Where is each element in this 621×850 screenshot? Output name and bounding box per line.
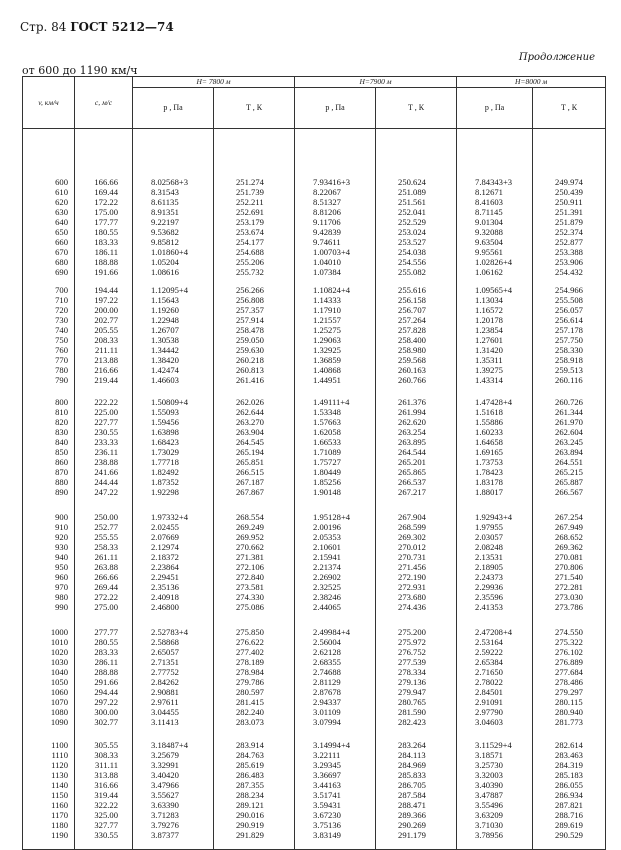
continuation-label: Продолжение xyxy=(518,52,595,63)
header-pressure: p , Па xyxy=(295,88,376,129)
atmosphere-table xyxy=(22,76,606,850)
standard-code: ГОСТ 5212—74 xyxy=(70,20,174,34)
pressure-values-7800: 1.12095+4 1.15643 1.19260 1.22948 1.26707 1.30538 1.34442 1.38420 1.42474 1.46603 xyxy=(133,281,214,393)
temperature-values-7900: 250.624 251.089 251.561 252.041 252.529 253.024 253.527 254.038 254.556 255.082 xyxy=(376,129,457,281)
temperature-values-8000: 249.974 250.439 250.911 251.391 251.879 252.374 252.877 253.388 253.906 254.432 xyxy=(533,129,606,281)
pressure-values-8000: 1.09565+4 1.13034 1.16572 1.20178 1.23854 1.27601 1.31420 1.35311 1.39275 1.43314 xyxy=(457,281,533,393)
temperature-values-7800: 268.554 269.249 269.952 270.662 271.381 272.106 272.840 273.581 274.330 275.086 xyxy=(214,508,295,623)
pressure-values-8000: 3.11529+4 3.18571 3.25730 3.32003 3.40390 3.47887 3.55496 3.63209 3.71030 3.78956 xyxy=(457,736,533,850)
pressure-values-7800: 1.50809+4 1.55093 1.59456 1.63898 1.68423 1.73029 1.77718 1.82492 1.87352 1.92298 xyxy=(133,393,214,508)
table-row-group xyxy=(23,623,606,736)
pressure-values-7900: 3.14994+4 3.22111 3.29345 3.36697 3.44163 3.51741 3.59431 3.67230 3.75136 3.83149 xyxy=(295,736,376,850)
header-pressure: p , Па xyxy=(133,88,214,129)
pressure-values-8000: 7.84343+3 8.12671 8.41603 8.71145 9.01304 9.32088 9.63504 9.95561 1.02826+4 1.06162 xyxy=(457,129,533,281)
sound-speed-values: 166.66 169.44 172.22 175.00 177.77 180.55 183.33 186.11 188.88 191.66 xyxy=(75,129,133,281)
pressure-values-7800: 3.18487+4 3.25679 3.32991 3.40420 3.47966 3.55627 3.63390 3.71283 3.79276 3.87377 xyxy=(133,736,214,850)
speed-values: 600 610 620 630 640 650 660 670 680 690 xyxy=(23,129,75,281)
pressure-values-7800: 2.52783+4 2.58868 2.65057 2.71351 2.77752 2.84262 2.90881 2.97611 3.04455 3.11413 xyxy=(133,623,214,736)
table-row-group xyxy=(23,129,606,281)
page-number: Стр. 84 xyxy=(20,20,67,34)
temperature-values-7800: 283.914 284.763 285.619 286.483 287.355 288.234 289.121 290.016 290.919 291.829 xyxy=(214,736,295,850)
table-row-group xyxy=(23,736,606,850)
table-row-group xyxy=(23,281,606,393)
temperature-values-7800: 275.850 276.622 277.402 278.189 278.984 279.786 280.597 281.415 282.240 283.073 xyxy=(214,623,295,736)
speed-values: 700 710 720 730 740 750 760 770 780 790 xyxy=(23,281,75,393)
page-header xyxy=(20,20,174,34)
temperature-values-7800: 251.274 251.739 252.211 252.691 253.179 253.674 254.177 254.688 255.206 255.732 xyxy=(214,129,295,281)
temperature-values-7900: 261.376 261.994 262.620 263.254 263.895 264.544 265.201 265.865 266.537 267.217 xyxy=(376,393,457,508)
header-speed: v, км/ч xyxy=(23,77,75,129)
sound-speed-values: 194.44 197.22 200.00 202.77 205.55 208.33 211.11 213.88 216.66 219.44 xyxy=(75,281,133,393)
pressure-values-8000: 2.47208+4 2.53164 2.59222 2.65384 2.71650 2.78022 2.84501 2.91091 2.97790 3.04603 xyxy=(457,623,533,736)
sound-speed-values: 222.22 225.00 227.77 230.55 233.33 236.11 238.88 241.66 244.44 247.22 xyxy=(75,393,133,508)
speed-range-label: от 600 до 1190 км/ч xyxy=(22,64,138,77)
header-temperature: T , К xyxy=(533,88,606,129)
header-temperature: T , К xyxy=(214,88,295,129)
temperature-values-7900: 267.904 268.599 269.302 270.012 270.731 271.456 272.190 272.931 273.680 274.436 xyxy=(376,508,457,623)
temperature-values-8000: 274.550 275.322 276.102 276.889 277.684 278.486 279.297 280.115 280.940 281.773 xyxy=(533,623,606,736)
speed-values: 800 810 820 830 840 850 860 870 880 890 xyxy=(23,393,75,508)
pressure-values-7900: 7.93416+3 8.22067 8.51327 8.81206 9.11706 9.42839 9.74611 1.00703+4 1.04010 1.07384 xyxy=(295,129,376,281)
table-row-group xyxy=(23,393,606,508)
speed-values: 1000 1010 1020 1030 1040 1050 1060 1070 1080 1090 xyxy=(23,623,75,736)
header-altitude-7800: H= 7800 м xyxy=(133,77,295,88)
pressure-values-7900: 2.49984+4 2.56004 2.62128 2.68355 2.74688 2.81129 2.87678 2.94337 3.01109 3.07994 xyxy=(295,623,376,736)
pressure-values-8000: 1.47428+4 1.51618 1.55886 1.60233 1.64658 1.69165 1.73753 1.78423 1.83178 1.88017 xyxy=(457,393,533,508)
pressure-values-7900: 1.95128+4 2.00196 2.05353 2.10601 2.15941 2.21374 2.26902 2.32525 2.38246 2.44065 xyxy=(295,508,376,623)
temperature-values-8000: 282.614 283.463 284.319 285.183 286.055 286.934 287.821 288.716 289.619 290.529 xyxy=(533,736,606,850)
pressure-values-7800: 8.02568+3 8.31543 8.61135 8.91351 9.22197 9.53682 9.85812 1.01860+4 1.05204 1.08616 xyxy=(133,129,214,281)
pressure-values-7900: 1.10824+4 1.14333 1.17910 1.21557 1.25275 1.29063 1.32925 1.36859 1.40868 1.44951 xyxy=(295,281,376,393)
pressure-values-7800: 1.97332+4 2.02455 2.07669 2.12974 2.18372 2.23864 2.29451 2.35136 2.40918 2.46800 xyxy=(133,508,214,623)
sound-speed-values: 250.00 252.77 255.55 258.33 261.11 263.88 266.66 269.44 272.22 275.00 xyxy=(75,508,133,623)
temperature-values-8000: 254.966 255.508 256.057 256.614 257.178 257.750 258.330 258.918 259.513 260.116 xyxy=(533,281,606,393)
temperature-values-8000: 260.726 261.344 261.970 262.604 263.245 263.894 264.551 265.215 265.887 266.567 xyxy=(533,393,606,508)
header-altitude-8000: H=8000 м xyxy=(457,77,606,88)
temperature-values-7800: 256.266 256.808 257.357 257.914 258.478 259.050 259.630 260.218 260.813 261.416 xyxy=(214,281,295,393)
sound-speed-values: 305.55 308.33 311.11 313.88 316.66 319.44 322.22 325.00 327.77 330.55 xyxy=(75,736,133,850)
speed-values: 1100 1110 1120 1130 1140 1150 1160 1170 1180 1190 xyxy=(23,736,75,850)
header-altitude-7900: H=7900 м xyxy=(295,77,457,88)
temperature-values-7900: 275.200 275.972 276.752 277.539 278.334 279.136 279.947 280.765 281.590 282.423 xyxy=(376,623,457,736)
table-row-group xyxy=(23,508,606,623)
header-temperature: T , К xyxy=(376,88,457,129)
temperature-values-7900: 283.264 284.113 284.969 285.833 286.705 287.584 288.471 289.366 290.269 291.179 xyxy=(376,736,457,850)
sound-speed-values: 277.77 280.55 283.33 286.11 288.88 291.66 294.44 297.22 300.00 302.77 xyxy=(75,623,133,736)
temperature-values-7900: 255.616 256.158 256.707 257.264 257.828 258.400 258.980 259.568 260.163 260.766 xyxy=(376,281,457,393)
speed-values: 900 910 920 930 940 950 960 970 980 990 xyxy=(23,508,75,623)
pressure-values-8000: 1.92943+4 1.97955 2.03057 2.08248 2.13531 2.18905 2.24373 2.29936 2.35596 2.41353 xyxy=(457,508,533,623)
temperature-values-8000: 267.254 267.949 268.652 269.362 270.081 270.806 271.540 272.281 273.030 273.786 xyxy=(533,508,606,623)
pressure-values-7900: 1.49111+4 1.53348 1.57663 1.62058 1.66533 1.71089 1.75727 1.80449 1.85256 1.90148 xyxy=(295,393,376,508)
header-pressure: p , Па xyxy=(457,88,533,129)
temperature-values-7800: 262.026 262.644 263.270 263.904 264.545 265.194 265.851 266.515 267.187 267.867 xyxy=(214,393,295,508)
header-sound-speed: c, м/с xyxy=(75,77,133,129)
